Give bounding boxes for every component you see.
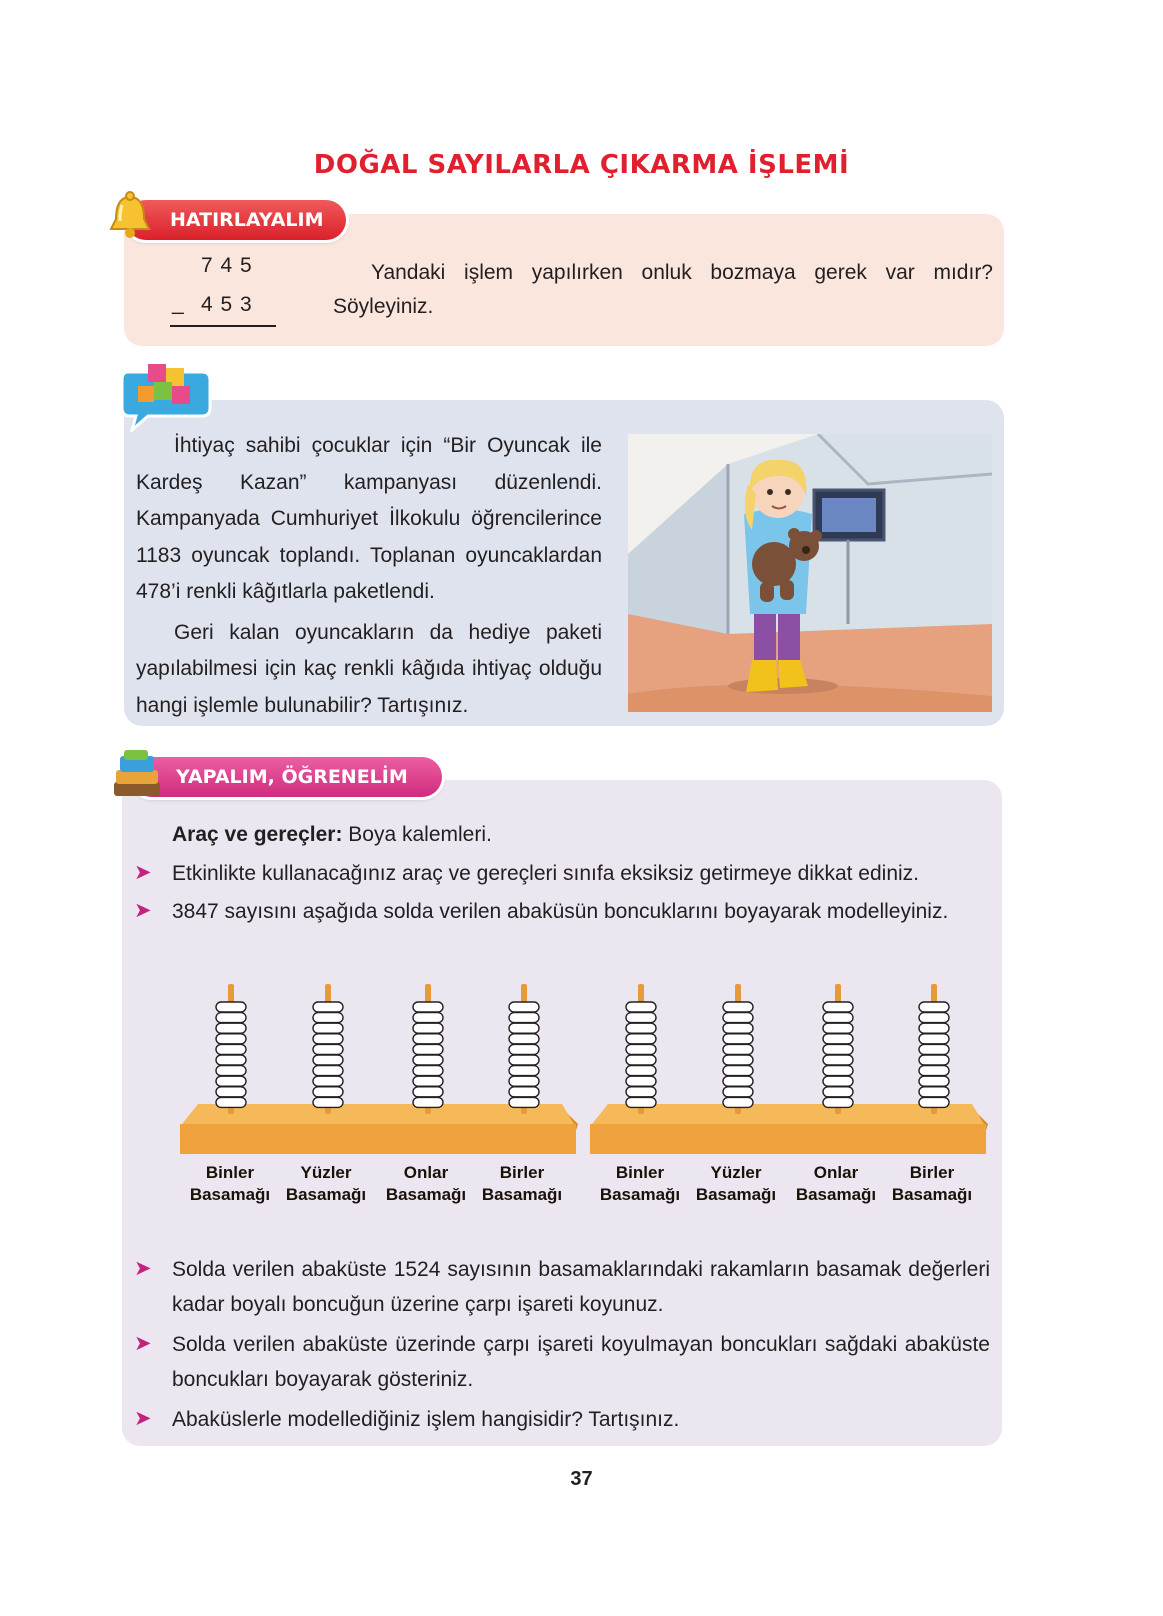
tools-line <box>172 818 492 852</box>
abacus-left-labels <box>170 1162 580 1210</box>
bell-icon <box>106 191 154 241</box>
abacus-bead <box>823 1034 853 1044</box>
place-suffix: Basamağı <box>285 1185 367 1204</box>
abacus-bead <box>626 1066 656 1076</box>
subtraction-line <box>170 325 276 327</box>
bullet-2: 3847 sayısını aşağıda solda verilen abaküsün boncuklarını boyayarak modelleyiniz. <box>172 900 949 923</box>
place-name: Yüzler <box>300 1163 352 1182</box>
abacus-bead <box>413 1087 443 1097</box>
bullet-3: Solda verilen abaküste 1524 sayısının basamaklarındaki rakamların basamak değerleri kadar boyalı boncuğun üzerine çarpı işareti koyunuz. <box>172 1258 990 1316</box>
abacus-base-front <box>590 1124 986 1154</box>
abacus-bead <box>313 1055 343 1065</box>
story-paragraph-1: İhtiyaç sahibi çocuklar için “Bir Oyuncak ile Kardeş Kazan” kampanyası düzenlendi. Kampanyada Cumhuriyet İlkokulu öğrencilerince 1183 oyuncak toplandı. Toplanan oyuncaklardan 478’i renkli kâğıtlarla paketlendi. <box>136 434 602 603</box>
abacus-bead <box>723 1076 753 1086</box>
abacus-bead <box>626 1002 656 1012</box>
place-name: Birler <box>909 1163 955 1182</box>
abacus-bead <box>216 1087 246 1097</box>
abacus-bead <box>626 1087 656 1097</box>
abacus-bead <box>216 1023 246 1033</box>
label-ones <box>462 1162 582 1206</box>
abacus-bead <box>723 1023 753 1033</box>
abacus-bead <box>919 1044 949 1054</box>
place-suffix: Basamağı <box>891 1185 973 1204</box>
place-name: Binler <box>205 1163 255 1182</box>
place-suffix: Basamağı <box>189 1185 271 1204</box>
abacus-bead <box>723 1097 753 1107</box>
abacus-bead <box>413 1002 443 1012</box>
abacus-right-labels <box>580 1162 990 1210</box>
abacus-bead <box>823 1013 853 1023</box>
abacus-bead <box>919 1097 949 1107</box>
abacus-bead <box>313 1076 343 1086</box>
bullet-arrow-icon: ➤ <box>134 1332 152 1355</box>
puzzle-speech-icon <box>114 360 214 432</box>
abacus-bead <box>823 1023 853 1033</box>
abacus-left <box>170 984 580 1154</box>
story-text <box>136 428 602 728</box>
abacus-bead <box>216 1097 246 1107</box>
abacus-bead <box>723 1013 753 1023</box>
abacus-bead <box>313 1044 343 1054</box>
abacus-bead <box>626 1097 656 1107</box>
remember-question: Yandaki işlem yapılırken onluk bozmaya gerek var mıdır? Söyleyiniz. <box>333 261 993 318</box>
place-suffix: Basamağı <box>481 1185 563 1204</box>
bullet-1: Etkinlikte kullanacağınız araç ve gereçleri sınıfa eksiksiz getirmeye dikkat ediniz. <box>172 862 919 885</box>
minus-sign: _ <box>172 292 185 315</box>
abacus-bead <box>723 1044 753 1054</box>
abacus-bead <box>823 1066 853 1076</box>
abacus-bead <box>919 1087 949 1097</box>
activity-tab: YAPALIM, ÖĞRENELİM <box>132 757 442 797</box>
place-name: Birler <box>499 1163 545 1182</box>
abacus-bead <box>413 1013 443 1023</box>
abacus-bead <box>313 1066 343 1076</box>
abacus-base-front <box>180 1124 576 1154</box>
abacus-bead <box>413 1097 443 1107</box>
abacus-bead <box>723 1087 753 1097</box>
abacus-bead <box>919 1002 949 1012</box>
abacus-bead <box>626 1076 656 1086</box>
page-title: DOĞAL SAYILARLA ÇIKARMA İŞLEMİ <box>313 150 850 180</box>
abacus-bead <box>413 1044 443 1054</box>
bullet-4: Solda verilen abaküste üzerinde çarpı işareti koyulmayan boncukları sağdaki abaküste boncukları boyayarak gösteriniz. <box>172 1333 990 1391</box>
abacus-bead <box>723 1034 753 1044</box>
abacus-bead <box>823 1087 853 1097</box>
bullet-arrow-icon: ➤ <box>134 899 152 922</box>
bullet-5: Abaküslerle modellediğiniz işlem hangisidir? Tartışınız. <box>172 1408 680 1431</box>
abacus-bead <box>919 1034 949 1044</box>
abacus-bead <box>509 1034 539 1044</box>
abacus-bead <box>626 1044 656 1054</box>
place-name: Onlar <box>403 1163 449 1182</box>
abacus-bead <box>509 1023 539 1033</box>
abacus-bead <box>919 1076 949 1086</box>
place-suffix: Basamağı <box>599 1185 681 1204</box>
abacus-bead <box>823 1055 853 1065</box>
abacus-bead <box>626 1023 656 1033</box>
place-suffix: Basamağı <box>795 1185 877 1204</box>
bullet-arrow-icon: ➤ <box>134 1257 152 1280</box>
bullet-arrow-icon: ➤ <box>134 861 152 884</box>
abacus-bead <box>413 1023 443 1033</box>
abacus-bead <box>626 1013 656 1023</box>
abacus-bead <box>723 1066 753 1076</box>
place-name: Binler <box>615 1163 665 1182</box>
abacus-bead <box>313 1023 343 1033</box>
abacus-bead <box>313 1013 343 1023</box>
abacus-bead <box>216 1076 246 1086</box>
remember-tab: HATIRLAYALIM <box>126 200 346 240</box>
abacus-bead <box>919 1013 949 1023</box>
abacus-bead <box>413 1055 443 1065</box>
bullet-arrow-icon: ➤ <box>134 1407 152 1430</box>
abacus-bead <box>823 1002 853 1012</box>
abacus-bead <box>723 1055 753 1065</box>
abacus-bead <box>823 1044 853 1054</box>
abacus-bead <box>216 1066 246 1076</box>
abacus-bead <box>626 1055 656 1065</box>
abacus-bead <box>919 1055 949 1065</box>
books-icon <box>110 748 164 804</box>
abacus-bead <box>313 1087 343 1097</box>
abacus-bead <box>723 1002 753 1012</box>
abacus-bead <box>919 1023 949 1033</box>
abacus-bead <box>823 1097 853 1107</box>
abacus-bead <box>509 1055 539 1065</box>
tools-label: Araç ve gereçler: <box>172 823 343 846</box>
tools-value: Boya kalemleri. <box>348 823 492 846</box>
place-name: Onlar <box>813 1163 859 1182</box>
abacus-bead <box>509 1097 539 1107</box>
abacus-bead <box>509 1002 539 1012</box>
abacus-bead <box>313 1002 343 1012</box>
abacus-bead <box>216 1013 246 1023</box>
place-suffix: Basamağı <box>695 1185 777 1204</box>
abacus-bead <box>216 1055 246 1065</box>
page-number: 37 <box>570 1468 593 1490</box>
abacus-bead <box>509 1087 539 1097</box>
place-name: Yüzler <box>710 1163 762 1182</box>
abacus-bead <box>509 1013 539 1023</box>
abacus-bead <box>823 1076 853 1086</box>
abacus-bead <box>216 1034 246 1044</box>
abacus-right <box>580 984 990 1154</box>
abacus-bead <box>216 1044 246 1054</box>
abacus-bead <box>216 1002 246 1012</box>
girl-with-teddy-illustration <box>628 434 992 712</box>
minuend: 7 4 5 <box>201 254 253 277</box>
story-paragraph-2: Geri kalan oyuncakların da hediye paketi yapılabilmesi için kaç renkli kâğıda ihtiyaç olduğu hangi işlemle bulunabilir? Tartışınız. <box>136 620 602 717</box>
abacus-bead <box>313 1097 343 1107</box>
subtrahend: 4 5 3 <box>201 293 253 316</box>
abacus-bead <box>313 1034 343 1044</box>
abacus-bead <box>413 1066 443 1076</box>
label-ones <box>872 1162 992 1206</box>
abacus-bead <box>509 1076 539 1086</box>
abacus-bead <box>509 1066 539 1076</box>
abacus-bead <box>509 1044 539 1054</box>
place-suffix: Basamağı <box>385 1185 467 1204</box>
abacus-bead <box>919 1066 949 1076</box>
abacus-bead <box>413 1076 443 1086</box>
abacus-bead <box>626 1034 656 1044</box>
abacus-bead <box>413 1034 443 1044</box>
